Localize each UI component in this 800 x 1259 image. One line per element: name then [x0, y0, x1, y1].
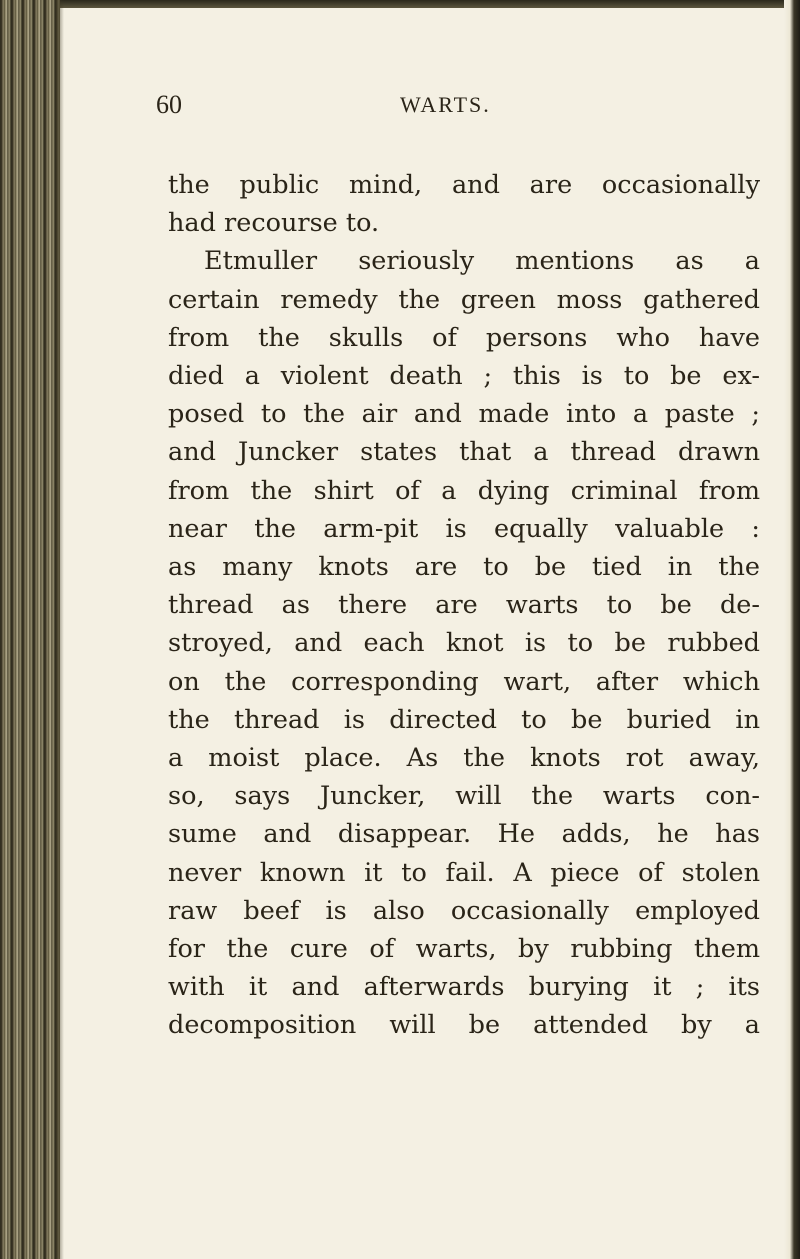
text-line: certain remedy the green moss gathered [168, 284, 760, 315]
text-line: and Juncker states that a thread drawn [168, 437, 760, 468]
book-binding [0, 0, 60, 1259]
text-line: for the cure of warts, by rubbing them [168, 934, 760, 965]
text-line: near the arm-pit is equally valuable : [168, 513, 760, 544]
text-line: posed to the air and made into a paste ; [168, 399, 760, 430]
text-line: a moist place. As the knots rot away, [168, 743, 760, 774]
text-line: so, says Juncker, will the warts con- [168, 781, 760, 812]
text-line: had recourse to. [168, 208, 380, 239]
body-text [168, 166, 760, 1045]
text-line: sume and disappear. He adds, he has [168, 819, 760, 850]
text-line: decomposition will be attended by a [168, 1010, 760, 1041]
text-line: on the corresponding wart, after which [168, 666, 760, 697]
text-line: the thread is directed to be buried in [168, 704, 760, 735]
text-line: from the skulls of persons who have [168, 322, 760, 353]
text-line: thread as there are warts to be de- [168, 590, 760, 621]
page-number: 60 [156, 90, 182, 119]
text-line: as many knots are to be tied in the [168, 552, 760, 583]
text-line: raw beef is also occasionally employed [168, 895, 760, 926]
text-line: stroyed, and each knot is to be rubbed [168, 628, 760, 659]
page-content [156, 90, 760, 1045]
running-head [156, 90, 760, 124]
text-line: the public mind, and are occasionally [168, 170, 760, 200]
running-head-title: WARTS. [400, 92, 491, 117]
text-line: Etmuller seriously mentions as a [204, 246, 760, 277]
page-right-edge [784, 0, 800, 1259]
text-line: with it and afterwards burying it ; its [168, 972, 760, 1003]
text-line: from the shirt of a dying criminal from [168, 475, 760, 506]
page-top-edge [0, 0, 800, 8]
text-line: never known it to fail. A piece of stolen [168, 857, 760, 888]
text-line: died a violent death ; this is to be ex- [168, 361, 760, 392]
